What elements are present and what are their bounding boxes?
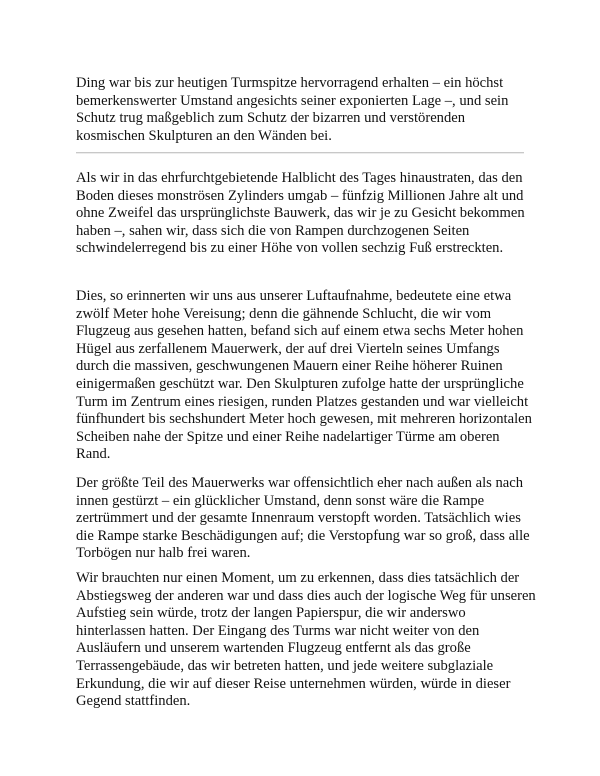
- paragraph: Wir brauchten nur einen Moment, um zu erkennen, dass dies tatsächlich der Abstiegsweg der anderen war und dass dies auch der logische Weg für unseren Aufstieg sein würde, trotz der langen Papierspur, die wir anderswo hinterlassen hatten. Der Eingang des Turms war nicht weiter von den Ausläufern und unserem wartenden Flugzeug entfernt als das große Terrassengebäude, das wir betreten hatten, und jede weitere subglaziale Erkundung, die wir auf dieser Reise unternehmen würden, würde in dieser Gegend stattfinden.: [76, 570, 536, 710]
- paragraph: Der größte Teil des Mauerwerks war offensichtlich eher nach außen als nach innen gestürzt – ein glücklicher Umstand, denn sonst wäre die Rampe zertrümmert und der gesamte Innenraum verstopft worden. Tatsächlich wies die Rampe starke Beschädigungen auf; die Verstopfung war so groß, dass alle Torbögen nur halb frei waren.: [76, 475, 530, 562]
- paragraph: Ding war bis zur heutigen Turmspitze hervorragend erhalten – ein höchst bemerkenswerter Umstand angesichts seiner exponierten Lage –, und sein Schutz trug maßgeblich zum Schutz der bizarren und verstörenden kosmischen Skulpturen an den Wänden bei.: [76, 75, 509, 144]
- paragraph: Als wir in das ehrfurchtgebietende Halblicht des Tages hinaustraten, das den Boden dieses monströsen Zylinders umgab – fünfzig Millionen Jahre alt und ohne Zweifel das ursprünglichste Bauwerk, das wir je zu Gesicht bekommen haben –, sahen wir, dass sich die von Rampen durchzogenen Seiten schwindelerregend bis zu einer Höhe von vollen sechzig Fuß erstreckten.: [76, 170, 525, 257]
- section-divider: [76, 152, 524, 154]
- paragraph: Dies, so erinnerten wir uns aus unserer Luftaufnahme, bedeutete eine etwa zwölf Meter hohe Vereisung; denn die gähnende Schlucht, die wir vom Flugzeug aus gesehen hatten, befand sich auf einem etwa sechs Meter hohen Hügel aus zerfallenem Mauerwerk, der auf drei Vierteln seines Umfangs durch die massiven, geschwungenen Mauern einer Reihe höherer Ruinen einigermaßen geschützt war. Den Skulpturen zufolge hatte der ursprüngliche Turm im Zentrum eines riesigen, runden Platzes gestanden und war vielleicht fünfhundert bis sechshundert Meter hoch gewesen, mit mehreren horizontalen Scheiben nahe der Spitze und einer Reihe nadelartiger Türme am oberen Rand.: [76, 288, 532, 463]
